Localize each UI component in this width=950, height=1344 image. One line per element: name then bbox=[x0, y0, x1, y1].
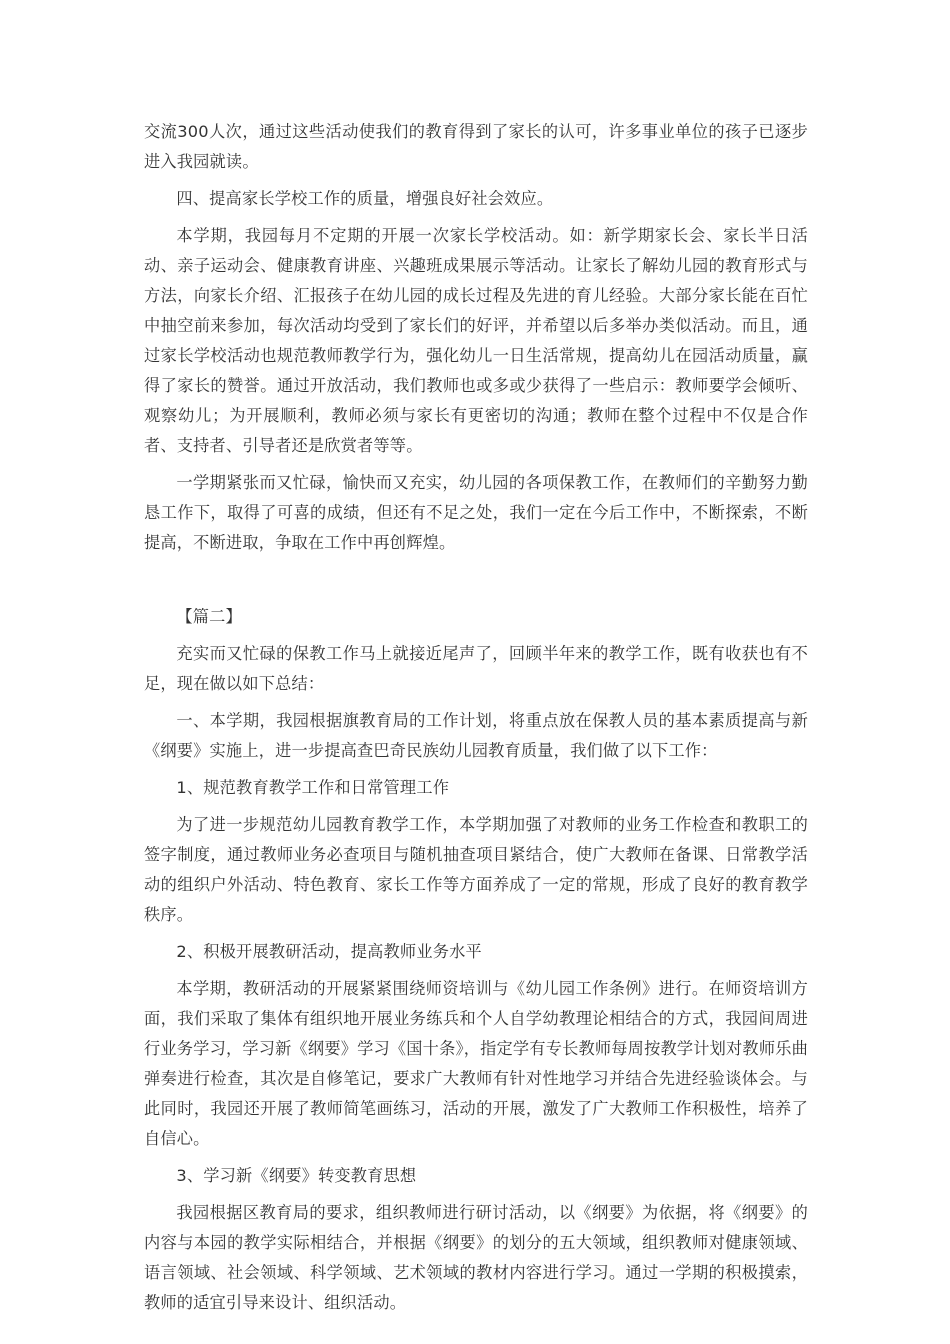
paragraph-conclusion: 一学期紧张而又忙碌，愉快而又充实，幼儿园的各项保教工作，在教师们的辛勤努力勤恳工作下，取得了可喜的成绩，但还有不足之处，我们一定在今后工作中，不断探索，不断提高，不断进取，争取在工作中再创辉煌。 bbox=[144, 473, 808, 552]
paragraph-intro: 充实而又忙碌的保教工作马上就接近尾声了，回顾半年来的教学工作，既有收获也有不足，现在做以如下总结： bbox=[144, 644, 808, 693]
paragraph-teaching-research: 本学期，教研活动的开展紧紧围绕师资培训与《幼儿园工作条例》进行。在师资培训方面，我们采取了集体有组织地开展业务练兵和个人自学幼教理论相结合的方式，我园间周进行业务学习，学习新《纲要》学习《国十条》，指定学有专长教师每周按教学计划对教师乐曲弹奏进行检查，其次是自修笔记，要求广大教师有针对性地学习并结合先进经验谈体会。与此同时，我园还开展了教师简笔画练习，活动的开展，激发了广大教师工作积极性，培养了自信心。 bbox=[144, 979, 808, 1148]
section-heading-four: 四、提高家长学校工作的质量，增强良好社会效应。 bbox=[176, 189, 554, 208]
paragraph-continuation: 交流300人次，通过这些活动使我们的教育得到了家长的认可，许多事业单位的孩子已逐步进入我园就读。 bbox=[144, 122, 808, 171]
paragraph-parent-school: 本学期，我园每月不定期的开展一次家长学校活动。如：新学期家长会、家长半日活动、亲子运动会、健康教育讲座、兴趣班成果展示等活动。让家长了解幼儿园的教育形式与方法，向家长介绍、汇报孩子在幼儿园的成长过程及先进的育儿经验。大部分家长能在百忙中抽空前来参加，每次活动均受到了家长们的好评，并希望以后多举办类似活动。而且，通过家长学校活动也规范教师教学行为，强化幼儿一日生活常规，提高幼儿在园活动质量，赢得了家长的赞誉。通过开放活动，我们教师也或多或少获得了一些启示：教师要学会倾听、观察幼儿；为开展顺利，教师必须与家长有更密切的沟通；教师在整个过程中不仅是合作者、支持者、引导者还是欣赏者等等。 bbox=[144, 226, 808, 455]
paragraph-outline-study: 我园根据区教育局的要求，组织教师进行研讨活动，以《纲要》为依据，将《纲要》的内容与本园的教学实际相结合，并根据《纲要》的划分的五大领域，组织教师对健康领域、语言领域、社会领域、科学领域、艺术领域的教材内容进行学习。通过一学期的积极摸索，教师的适宜引导来设计、组织活动。 bbox=[144, 1203, 808, 1312]
subheading-three: 3、学习新《纲要》转变教育思想 bbox=[176, 1166, 417, 1185]
paragraph-section-one: 一、本学期，我园根据旗教育局的工作计划，将重点放在保教人员的基本素质提高与新《纲要》实施上，进一步提高查巴奇民族幼儿园教育质量，我们做了以下工作： bbox=[144, 711, 808, 760]
part-two-heading: 【篇二】 bbox=[176, 607, 242, 626]
subheading-one: 1、规范教育教学工作和日常管理工作 bbox=[176, 778, 450, 797]
paragraph-management: 为了进一步规范幼儿园教育教学工作，本学期加强了对教师的业务工作检查和教职工的签字制度，通过教师业务必查项目与随机抽查项目紧结合，使广大教师在备课、日常教学活动的组织户外活动、特色教育、家长工作等方面养成了一定的常规，形成了良好的教育教学秩序。 bbox=[144, 815, 808, 924]
subheading-two: 2、积极开展教研活动，提高教师业务水平 bbox=[176, 942, 482, 961]
document-page bbox=[144, 117, 808, 1318]
